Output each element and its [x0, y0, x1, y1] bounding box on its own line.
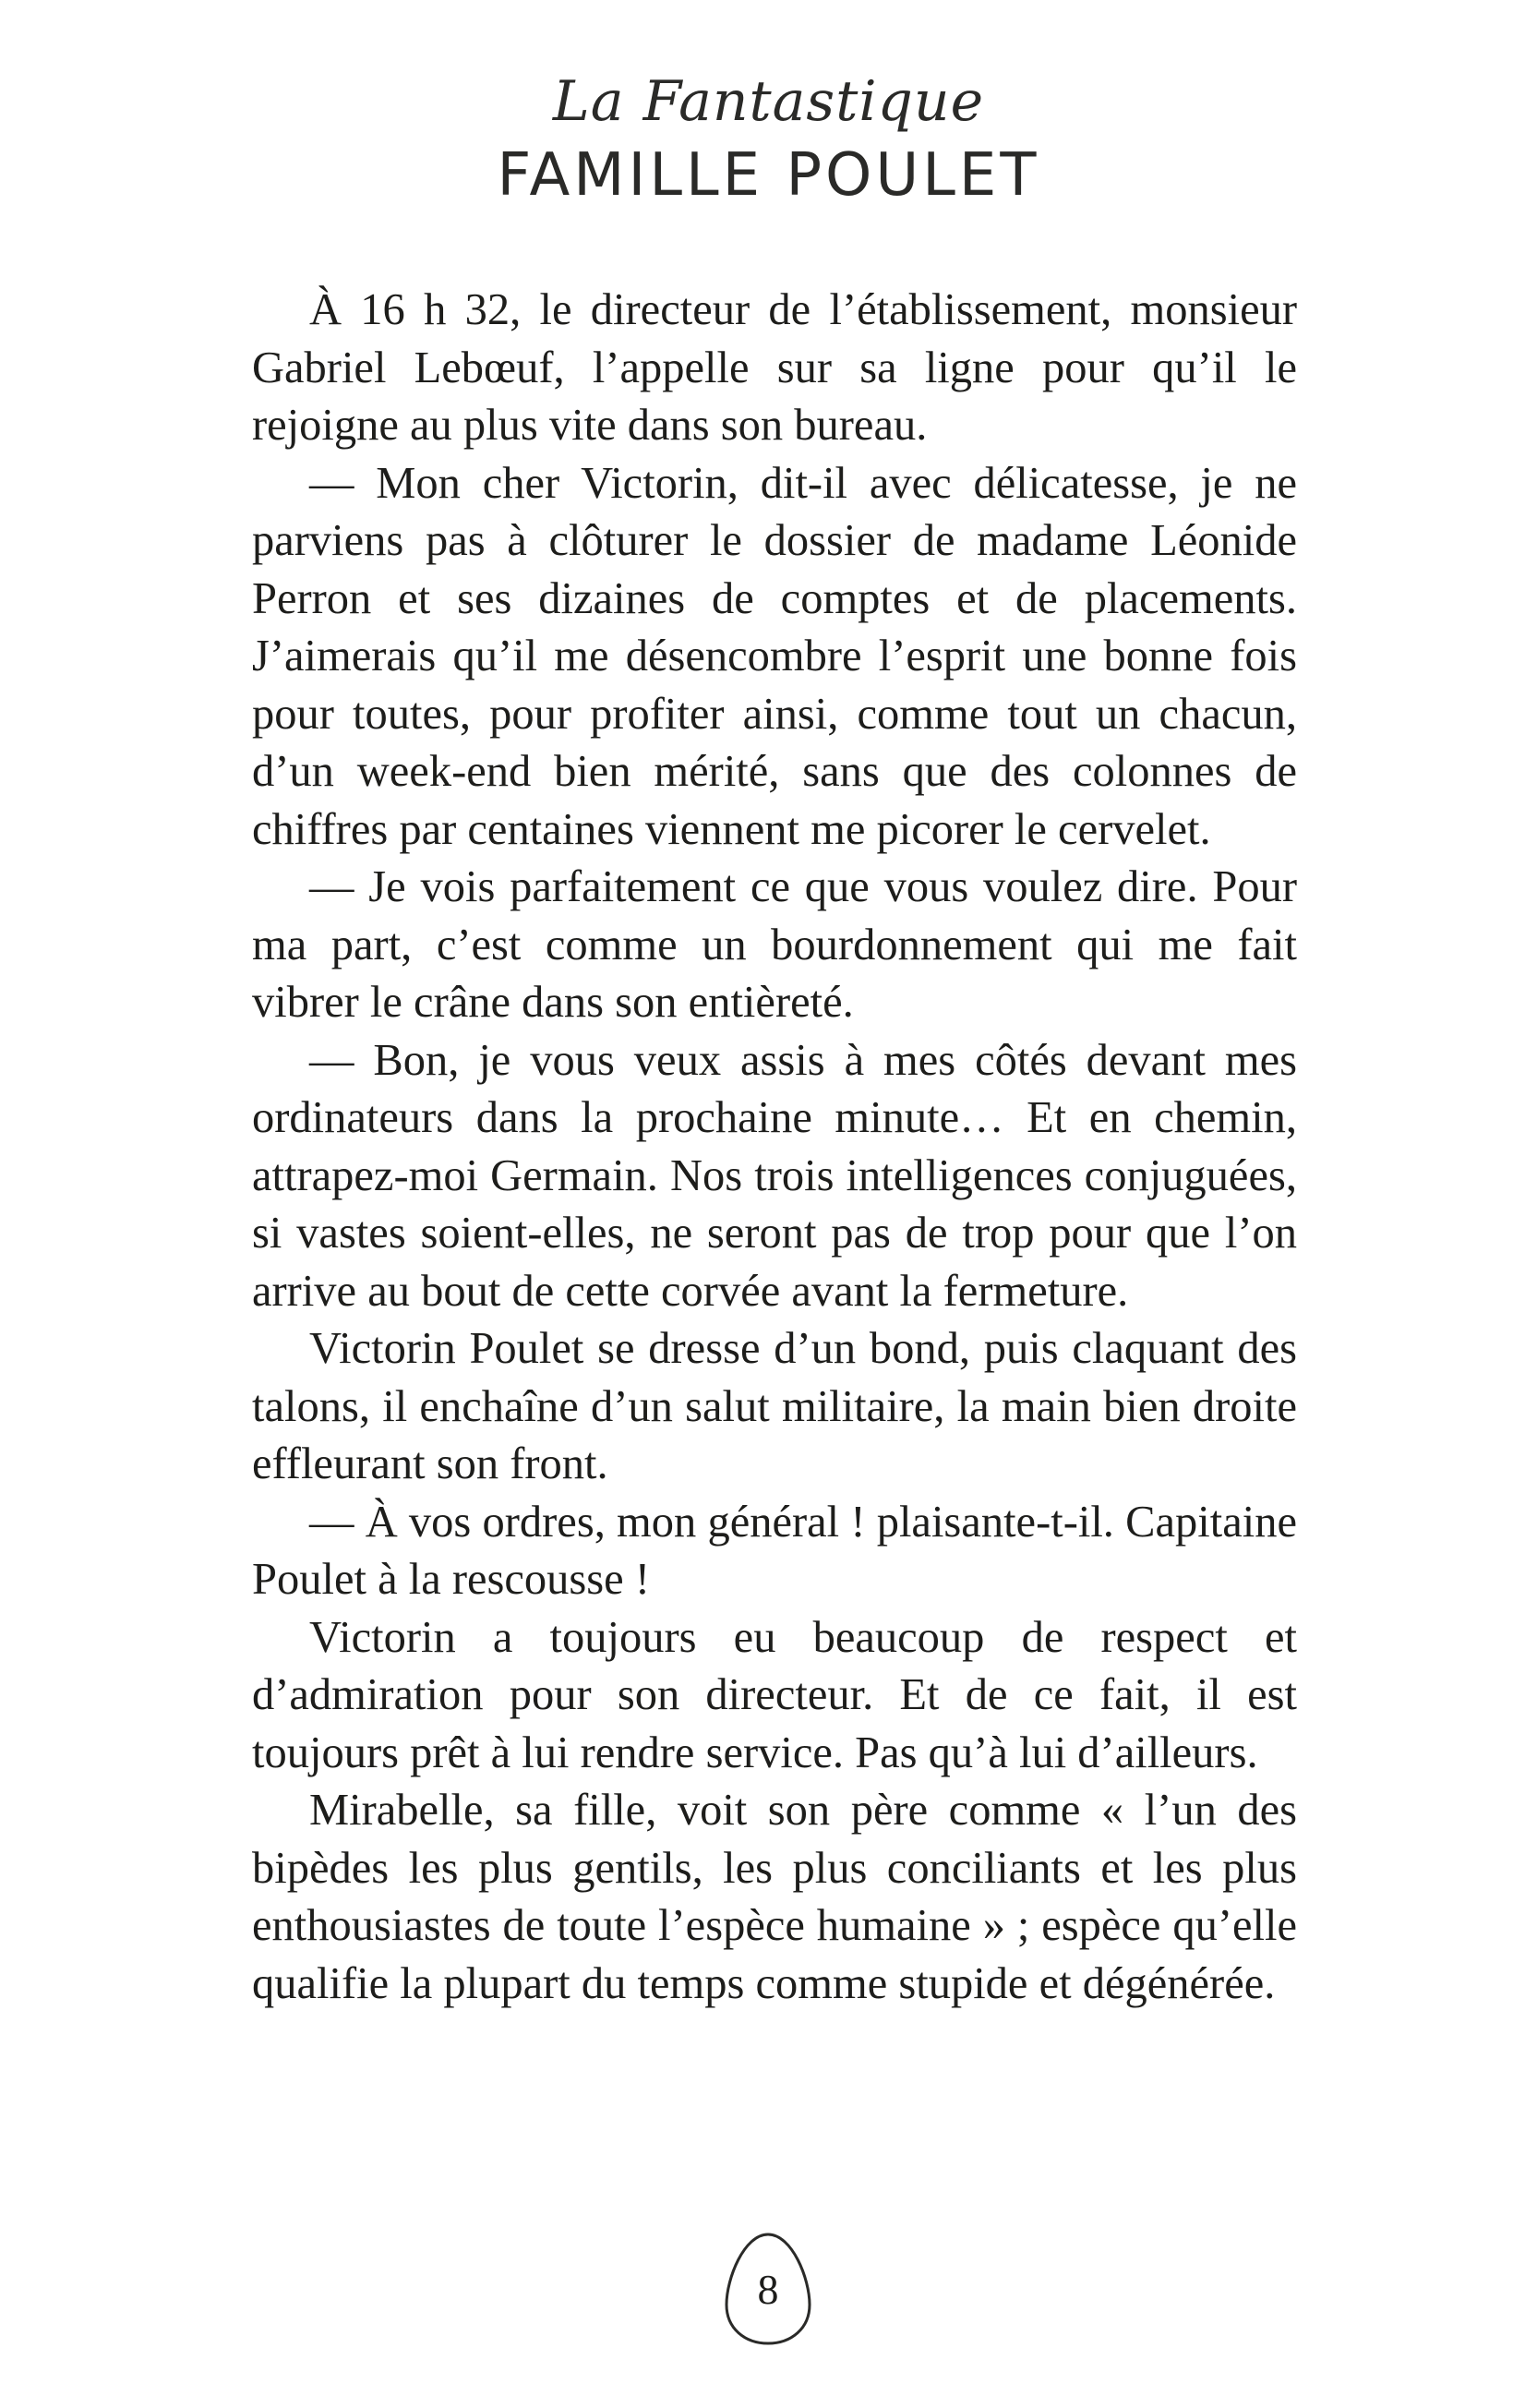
book-title-script: La Fantastique — [552, 69, 985, 134]
book-title-caps: FAMILLE POULET — [497, 141, 1040, 210]
paragraph: — Mon cher Victorin, dit-il avec délicatesse, je ne parviens pas à clôturer le dossier de madame Léonide Perron et ses dizaines de comptes et de placements. J’aimerais qu’il me désencombre l’esprit une bonne fois pour toutes, pour profiter ainsi, comme tout un chacun, d’un week-end bien mérité, sans que des colonnes de chiffres par centaines viennent me picorer le cervelet. — [252, 458, 1297, 854]
page-body — [252, 282, 1297, 2013]
page-number: 8 — [757, 2266, 779, 2313]
page-folio — [722, 2231, 814, 2347]
paragraph: — Bon, je vous veux assis à mes côtés devant mes ordinateurs dans la prochaine minute… Et en chemin, attrapez-moi Germain. Nos trois intelligences conjuguées, si vastes soient-elles, ne seront pas de trop pour que l’on arrive au bout de cette corvée avant la fermeture. — [252, 1035, 1297, 1316]
paragraph: Mirabelle, sa fille, voit son père comme « l’un des bipèdes les plus gentils, les plus conciliants et les plus enthousiastes de toute l’espèce humaine » ; espèce qu’elle qualifie la plupart du temps comme stupide et dégénérée. — [252, 1786, 1297, 2008]
paragraph: À 16 h 32, le directeur de l’établissement, monsieur Gabriel Lebœuf, l’appelle sur sa ligne pour qu’il le rejoigne au plus vite dans son bureau. — [252, 285, 1297, 450]
paragraph: Victorin a toujours eu beaucoup de respect et d’admiration pour son directeur. Et de ce fait, il est toujours prêt à lui rendre service. Pas qu’à lui d’ailleurs. — [252, 1612, 1297, 1777]
paragraph: — Je vois parfaitement ce que vous voulez dire. Pour ma part, c’est comme un bourdonnement qui me fait vibrer le crâne dans son entièreté. — [252, 862, 1297, 1027]
paragraph: — À vos ordres, mon général ! plaisante-t-il. Capitaine Poulet à la rescousse ! — [252, 1497, 1297, 1604]
paragraph: Victorin Poulet se dresse d’un bond, puis claquant des talons, il enchaîne d’un salut militaire, la main bien droite effleurant son front. — [252, 1324, 1297, 1488]
running-header — [0, 65, 1537, 212]
